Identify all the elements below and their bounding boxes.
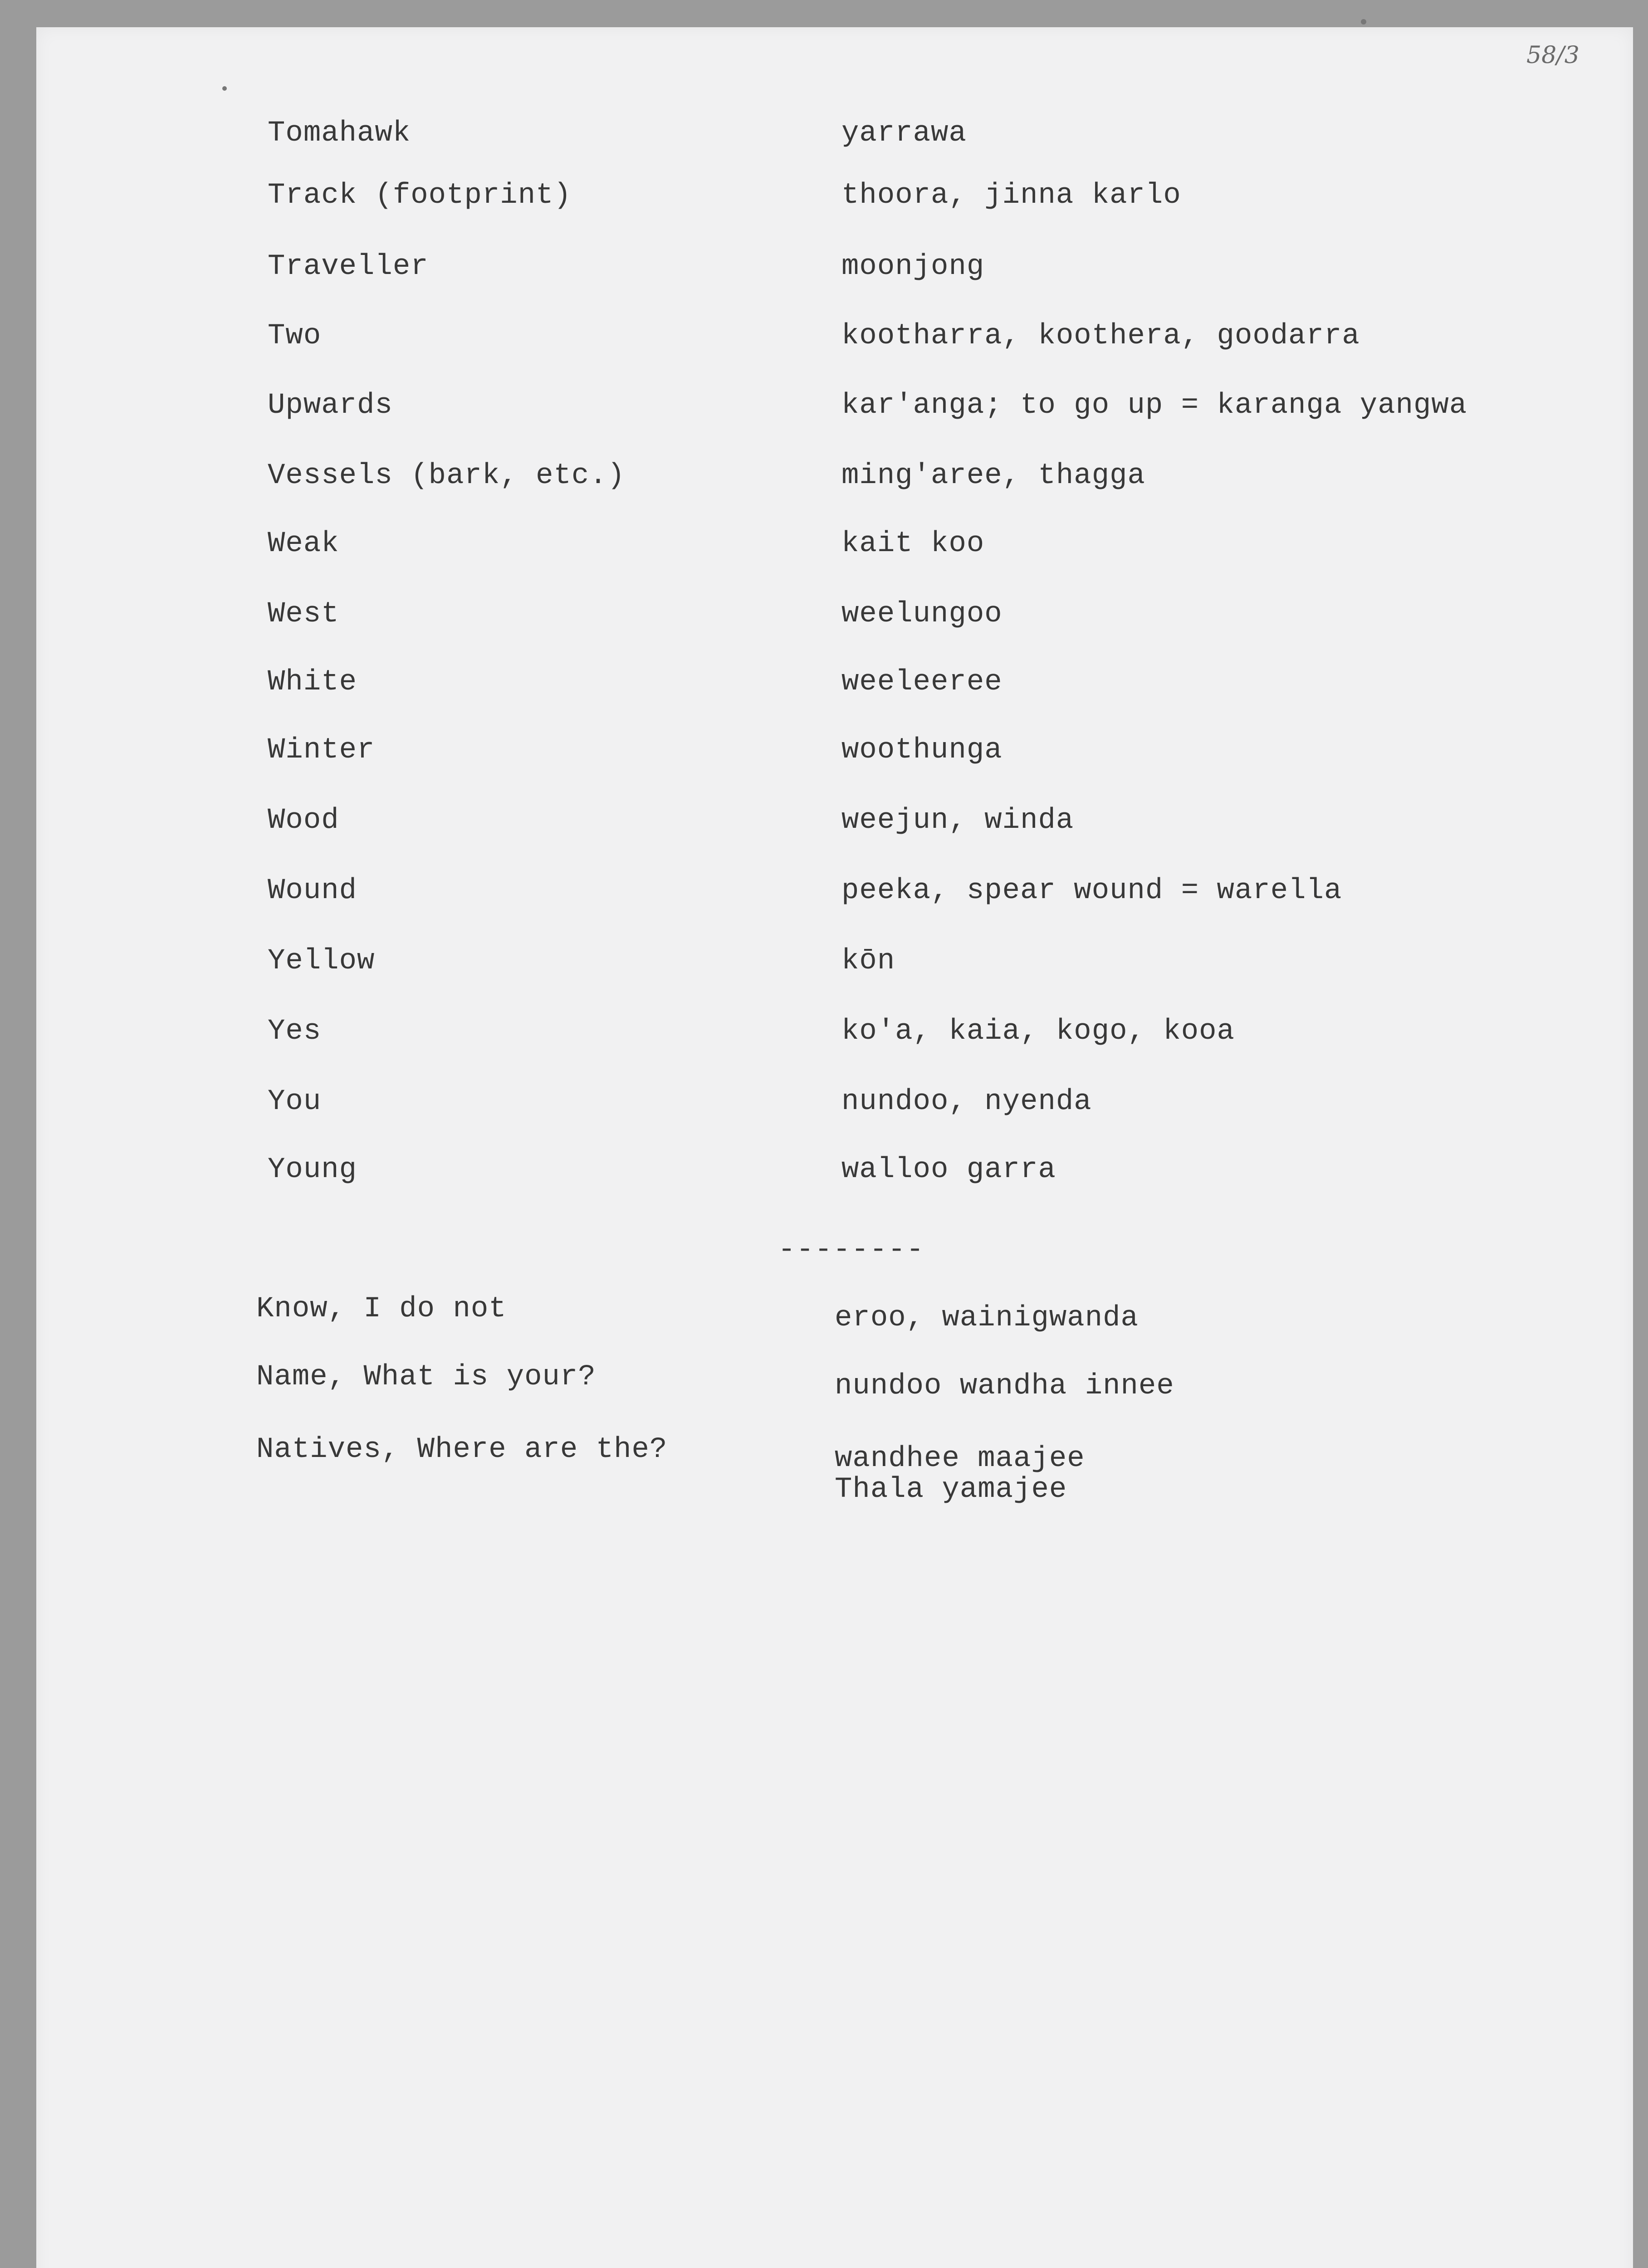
entry-term: Yellow (268, 945, 375, 978)
entry-term: You (268, 1085, 322, 1118)
entry-gloss: kar'anga; to go up = karanga yangwa (841, 389, 1467, 422)
phrase-gloss: eroo, wainigwanda (835, 1302, 1139, 1334)
phrase-gloss: Thala yamajee (835, 1473, 1067, 1506)
phrase-gloss: nundoo wandha innee (835, 1370, 1174, 1403)
entry-gloss: thoora, jinna karlo (841, 179, 1181, 212)
entry-term: Wound (268, 875, 357, 907)
entry-gloss: kootharra, koothera, goodarra (841, 320, 1360, 352)
entry-gloss: yarrawa (841, 117, 967, 150)
entry-gloss: peeka, spear wound = warella (841, 875, 1342, 907)
entry-gloss: walloo garra (841, 1154, 1056, 1186)
entry-term: Traveller (268, 250, 429, 283)
entry-term: Tomahawk (268, 117, 411, 150)
phrase-term: Natives, Where are the? (256, 1433, 668, 1466)
entry-gloss: ko'a, kaia, kogo, kooa (841, 1015, 1235, 1048)
section-separator: -------- (778, 1234, 925, 1266)
phrase-term: Know, I do not (256, 1293, 507, 1325)
entry-term: Track (footprint) (268, 179, 572, 212)
paper-speck (1361, 19, 1366, 24)
entry-gloss: kait koo (841, 528, 985, 560)
entry-term: Vessels (bark, etc.) (268, 459, 626, 492)
phrase-gloss: wandhee maajee (835, 1442, 1085, 1475)
entry-term: Weak (268, 528, 339, 560)
entry-gloss: kōn (841, 945, 895, 978)
entry-gloss: moonjong (841, 250, 985, 283)
entry-term: Young (268, 1154, 357, 1186)
entry-gloss: weeleeree (841, 666, 1002, 699)
entry-term: White (268, 666, 357, 699)
entry-gloss: weelungoo (841, 598, 1002, 631)
entry-term: Two (268, 320, 322, 352)
entry-gloss: nundoo, nyenda (841, 1085, 1092, 1118)
paper-speck (222, 86, 227, 91)
entry-term: Yes (268, 1015, 322, 1048)
typescript-page (36, 27, 1633, 2268)
folio-number: 58/3 (1526, 42, 1580, 69)
entry-term: Upwards (268, 389, 393, 422)
entry-gloss: ming'aree, thagga (841, 459, 1145, 492)
phrase-term: Name, What is your? (256, 1361, 596, 1393)
entry-gloss: weejun, winda (841, 804, 1074, 837)
entry-term: Wood (268, 804, 339, 837)
entry-gloss: woothunga (841, 734, 1002, 767)
entry-term: Winter (268, 734, 375, 767)
entry-term: West (268, 598, 339, 631)
